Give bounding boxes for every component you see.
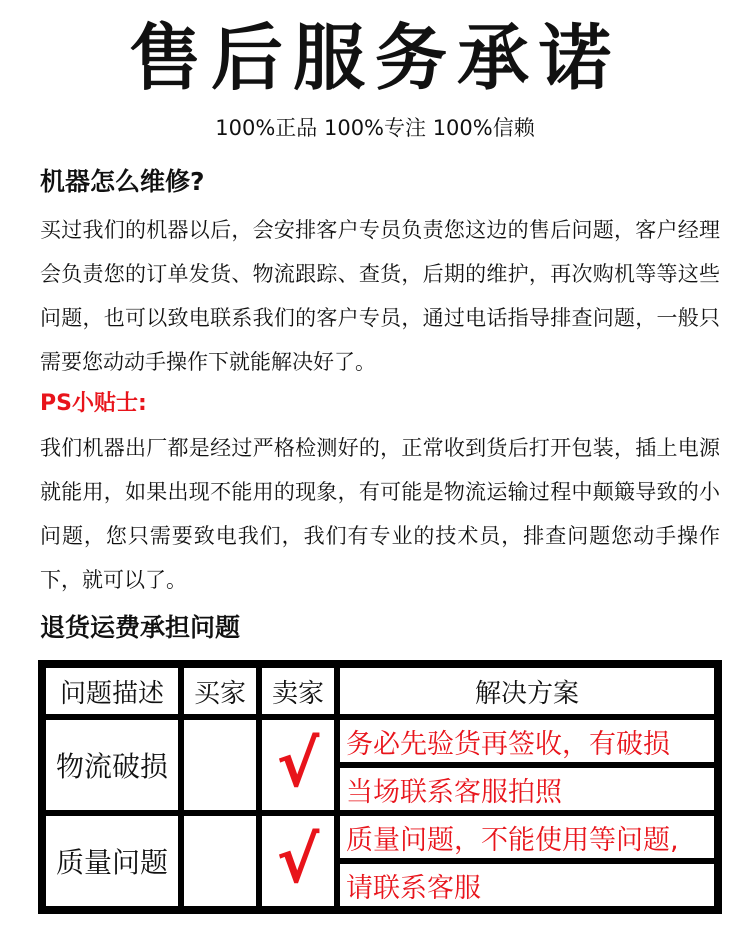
row-label-shipping-damage: 物流破损	[43, 717, 181, 813]
seller-check-icon: √	[259, 717, 337, 813]
table-row	[43, 717, 717, 765]
column-header-buyer: 买家	[181, 665, 259, 717]
tip-heading: PS小贴士:	[40, 391, 147, 416]
section-heading-repair: 机器怎么维修?	[40, 167, 205, 196]
section-body-repair: 买过我们的机器以后，会安排客户专员负责您这边的售后问题，客户经理会负责您的订单发货、物流跟踪、查货，后期的维护，再次购机等等这些问题，也可以致电联系我们的客户专员，通过电话指导排查问题，一般只需要您动动手操作下就能解决好了。	[40, 218, 720, 374]
row-label-quality-issue: 质量问题	[43, 813, 181, 909]
column-header-solution: 解决方案	[337, 665, 717, 717]
column-header-issue: 问题描述	[43, 665, 181, 717]
solution-line: 请联系客服	[337, 861, 717, 909]
column-header-seller: 卖家	[259, 665, 337, 717]
table-row	[43, 813, 717, 861]
page-subtitle: 100%正品 100%专注 100%信赖	[215, 116, 535, 140]
seller-check-icon: √	[259, 813, 337, 909]
solution-line: 务必先验货再签收，有破损	[337, 717, 717, 765]
tip-body: 我们机器出厂都是经过严格检测好的，正常收到货后打开包装，插上电源就能用，如果出现不能用的现象，有可能是物流运输过程中颠簸导致的小问题，您只需要致电我们，我们有专业的技术员，排查问题您动手操作下，就可以了。	[40, 436, 720, 592]
page-title: 售后服务承诺	[128, 16, 621, 100]
table-header-row	[43, 665, 717, 717]
section-heading-return-shipping: 退货运费承担问题	[40, 613, 241, 642]
buyer-cell	[181, 813, 259, 909]
solution-line: 当场联系客服拍照	[337, 765, 717, 813]
solution-line: 质量问题，不能使用等问题,	[337, 813, 717, 861]
return-policy-table	[38, 660, 722, 914]
buyer-cell	[181, 717, 259, 813]
